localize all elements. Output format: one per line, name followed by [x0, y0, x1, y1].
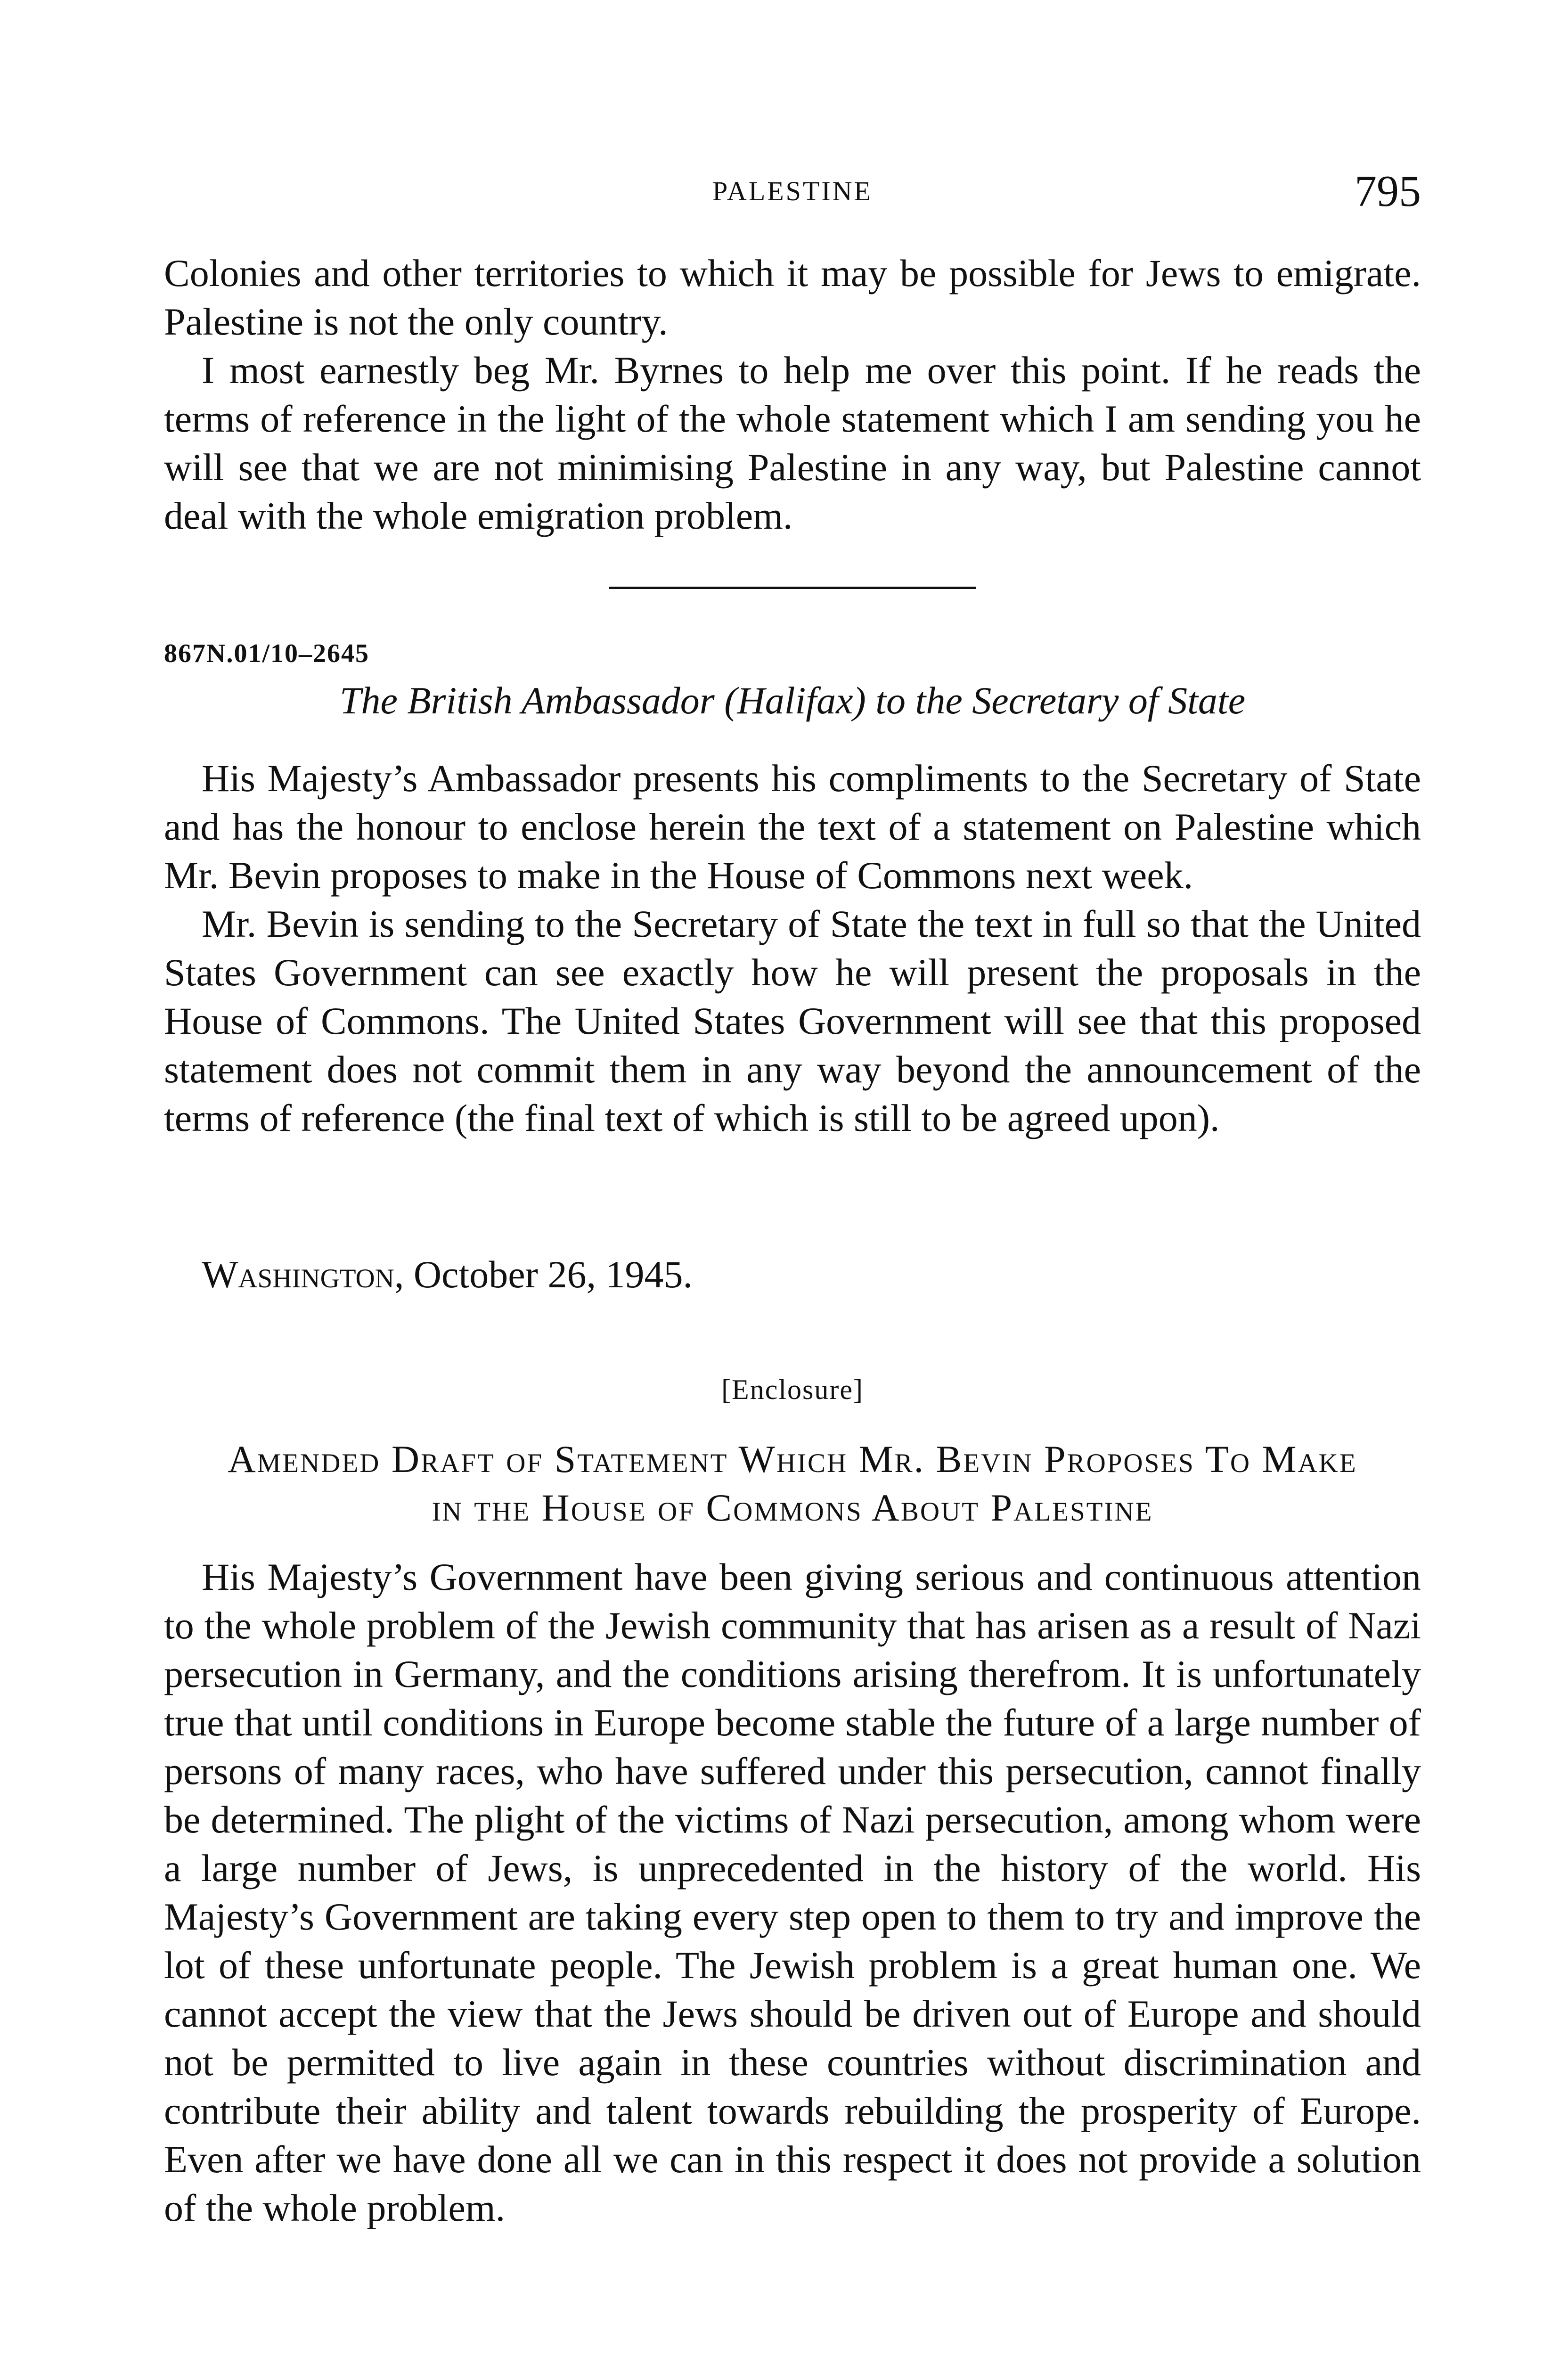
running-head: PALESTINE	[712, 176, 873, 206]
signoff-place: Washington,	[202, 1253, 404, 1296]
enclosure-body	[164, 1553, 1421, 2232]
page-header	[164, 166, 1421, 222]
enclosure-title	[164, 1435, 1421, 1532]
continuation-paragraph: Colonies and other territories to which it may be possible for Jews to emigrate. Palestine is not the only country.	[164, 252, 1421, 343]
enclosure-label: [Enclosure]	[721, 1374, 864, 1405]
signoff-date: October 26, 1945.	[413, 1253, 693, 1296]
enclosure-paragraph: His Majesty’s Government have been giving serious and continuous attention to the whole problem of the Jewish community that has arisen as a result of Nazi persecution in Germany, and the conditions arising therefrom. It is unfortunately true that until conditions in Europe become stable the future of a large number of persons of many races, who have suffered under this persecution, cannot finally be determined. The plight of the victims of Nazi persecution, among whom were a large number of Jews, is unprecedented in the history of the world. His Majesty’s Government are taking every step open to them to try and improve the lot of these unfortunate people. The Jewish problem is a great human one. We cannot accept the view that the Jews should be driven out of Europe and should not be permitted to live again in these countries without discrimination and contribute their ability and talent towards rebuilding the prosperity of Europe. Even after we have done all we can in this respect it does not provide a solution of the whole problem.	[164, 1555, 1421, 2229]
body-paragraph: His Majesty’s Ambassador presents his compliments to the Secretary of State and has the honour to enclose herein the text of a statement on Palestine which Mr. Bevin proposes to make in the House of Commons next week.	[164, 757, 1421, 897]
enclosure-title-line: in the House of Commons About Palestine	[432, 1486, 1153, 1529]
document-body	[164, 754, 1421, 1142]
file-number: 867N.01/10–2645	[164, 639, 369, 668]
section-divider	[609, 587, 976, 589]
page-number: 795	[1355, 167, 1421, 216]
continuation-paragraph: I most earnestly beg Mr. Byrnes to help me over this point. If he reads the terms of reference in the light of the whole statement which I am sending you he will see that we are not minimising Palestine in any way, but Palestine cannot deal with the whole emigration problem.	[164, 349, 1421, 537]
body-paragraph: Mr. Bevin is sending to the Secretary of State the text in full so that the United States Government can see exactly how he will present the proposals in the House of Commons. The United States Government will see that this proposed statement does not commit them in any way beyond the announcement of the terms of reference (the final text of which is still to be agreed upon).	[164, 902, 1421, 1139]
signoff	[202, 1250, 693, 1299]
continuation-text	[164, 249, 1421, 540]
enclosure-title-line: Amended Draft of Statement Which Mr. Bevin Proposes To Make	[228, 1438, 1357, 1481]
document-title: The British Ambassador (Halifax) to the Secretary of State	[339, 679, 1246, 722]
